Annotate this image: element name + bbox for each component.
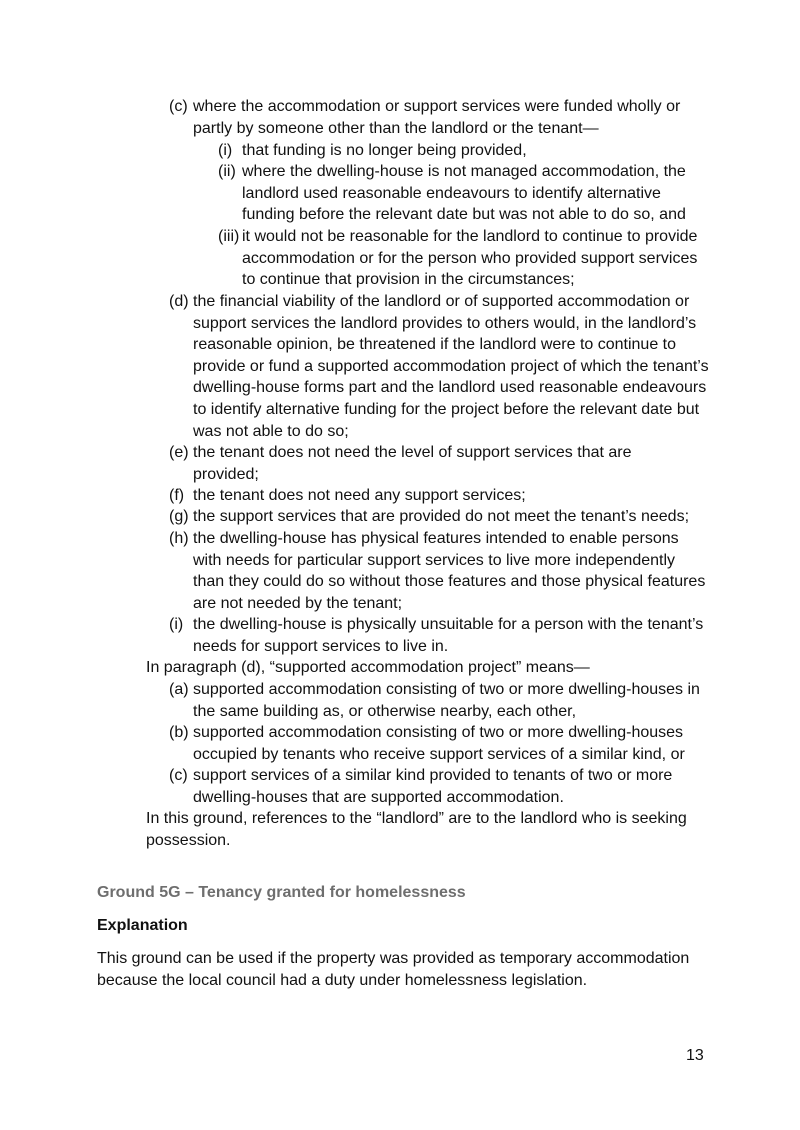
clause-c (169, 96, 709, 139)
subclause-ii (218, 161, 708, 226)
clause-text: the dwelling-house has physical features intended to enable persons with needs for particular support services to live more independently than they could do so without those features and those physical features are not needed by the tenant; (193, 530, 706, 612)
definition-label: (a) (169, 681, 189, 698)
clause-label: (i) (169, 616, 184, 633)
subclause-label: (ii) (218, 163, 236, 180)
definition-label: (b) (169, 724, 189, 741)
clause-h (169, 528, 709, 614)
clause-label: (f) (169, 487, 185, 504)
explanation-heading: Explanation (97, 917, 188, 934)
subclause-label: (iii) (218, 228, 240, 245)
subclause-i (218, 140, 708, 162)
clause-label: (h) (169, 530, 189, 547)
clause-text: where the accommodation or support services were funded wholly or partly by someone other than the landlord or the tenant— (193, 98, 681, 137)
clause-d (169, 291, 709, 442)
clause-text: the dwelling-house is physically unsuitable for a person with the tenant’s needs for support services to live in. (193, 616, 704, 655)
definition-b (169, 722, 709, 765)
paragraph-d-intro: In paragraph (d), “supported accommodation project” means— (146, 659, 590, 676)
subclause-iii (218, 226, 708, 291)
clause-text: the support services that are provided do not meet the tenant’s needs; (193, 508, 690, 525)
clause-f (169, 485, 709, 507)
clause-text: the tenant does not need any support services; (193, 487, 526, 504)
page-number: 13 (686, 1047, 704, 1064)
definition-c (169, 765, 709, 808)
clause-text: the financial viability of the landlord or of supported accommodation or support services the landlord provides to others would, in the landlord’s reasonable opinion, be threatened if the landlord were to continue to provide or fund a supported accommodation project of which the tenant’s dwelling-house forms part and the landlord used reasonable endeavours to identify alternative funding for the project before the relevant date but was not able to do so; (193, 293, 709, 440)
clause-label: (g) (169, 508, 189, 525)
definition-text: supported accommodation consisting of two or more dwelling-houses occupied by tenants who receive support services of a similar kind, or (193, 724, 685, 763)
ground-heading: Ground 5G – Tenancy granted for homelessness (97, 884, 466, 901)
definition-a (169, 679, 709, 722)
clause-label: (c) (169, 98, 188, 115)
clause-i (169, 614, 709, 657)
subclause-text: it would not be reasonable for the landlord to continue to provide accommodation or for the person who provided support services to continue that provision in the circumstances; (242, 228, 698, 289)
clause-label: (e) (169, 444, 189, 461)
subclause-text: that funding is no longer being provided, (242, 142, 527, 159)
definition-label: (c) (169, 767, 188, 784)
subclause-label: (i) (218, 142, 233, 159)
subclause-text: where the dwelling-house is not managed accommodation, the landlord used reasonable endeavours to identify alternative funding before the relevant date but was not able to do so, and (242, 163, 686, 224)
clause-label: (d) (169, 293, 189, 310)
definition-text: supported accommodation consisting of two or more dwelling-houses in the same building as, or otherwise nearby, each other, (193, 681, 700, 720)
explanation-text: This ground can be used if the property was provided as temporary accommodation because the local council had a duty under homelessness legislation. (97, 950, 690, 989)
definition-text: support services of a similar kind provided to tenants of two or more dwelling-houses that are supported accommodation. (193, 767, 673, 806)
clause-e (169, 442, 669, 485)
clause-g (169, 506, 709, 528)
clause-text: the tenant does not need the level of support services that are provided; (193, 444, 632, 483)
landlord-reference: In this ground, references to the “landlord” are to the landlord who is seeking possession. (146, 810, 687, 849)
